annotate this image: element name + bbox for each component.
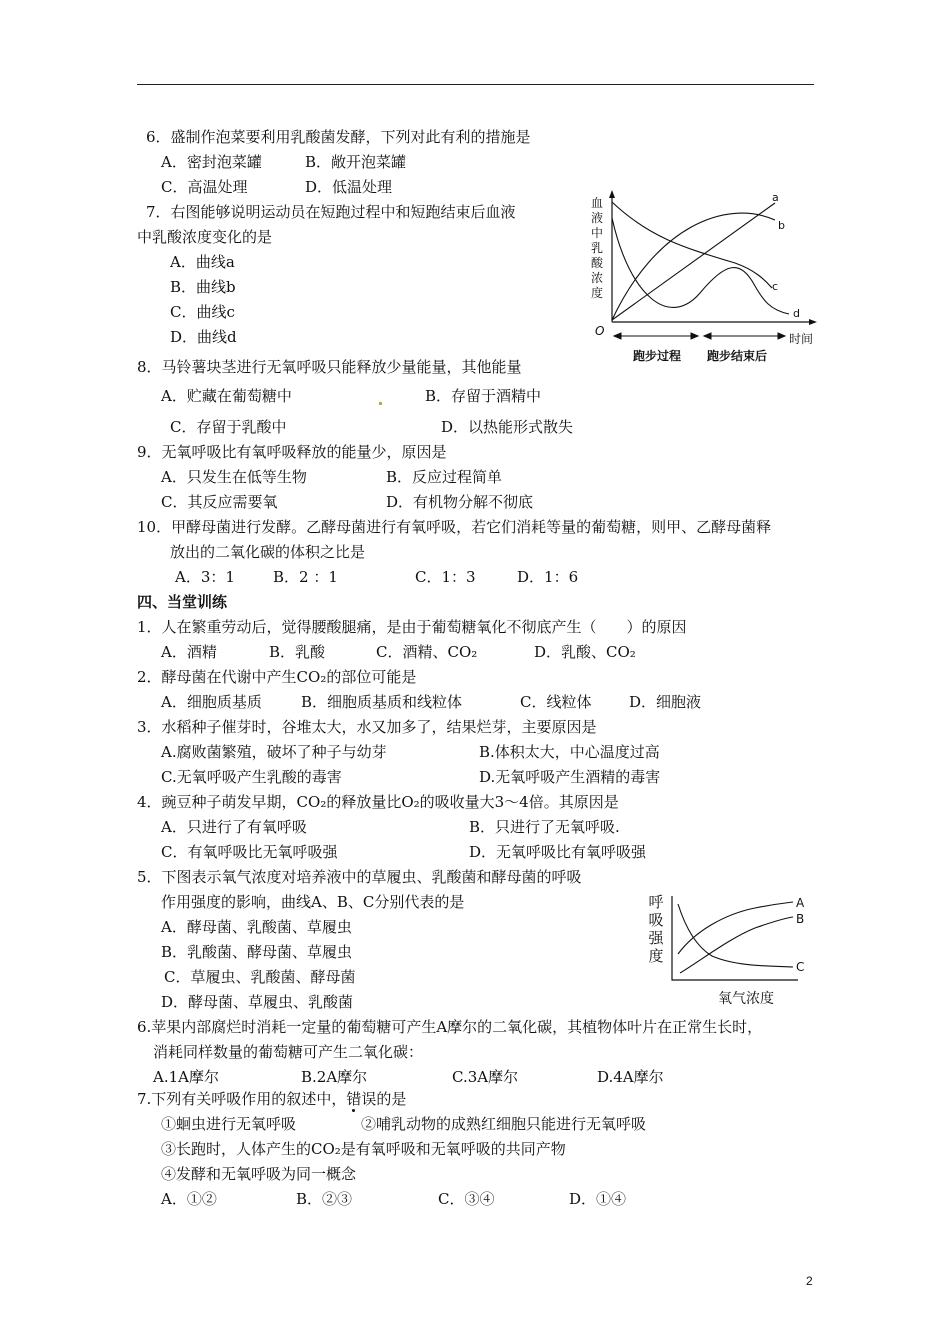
- y-label-char: 呼: [648, 893, 664, 911]
- training-5-stem-line1: 5．下图表示氧气浓度对培养液中的草履虫、乳酸菌和酵母菌的呼吸: [137, 868, 582, 886]
- section-heading: 四、当堂训练: [137, 593, 228, 611]
- training-6-options: [153, 1068, 713, 1086]
- training-3-stem: 3．水稻种子催芽时，谷堆太大，水又加多了，结果烂芽，主要原因是: [137, 718, 597, 736]
- question-9-options-row1: [161, 468, 611, 486]
- question-10-stem-line1: 10．甲酵母菌进行发酵。乙酵母菌进行有氧呼吸，若它们消耗等量的葡萄糖，则甲、乙酵母菌释: [137, 518, 772, 536]
- lactic-acid-figure: [585, 188, 825, 368]
- question-6-options-row1: [161, 153, 561, 171]
- option-c: C．线粒体: [520, 693, 592, 711]
- training-3-options-row1: [161, 743, 721, 761]
- option-a: A．细胞质基质: [161, 693, 262, 711]
- question-9-stem: 9．无氧呼吸比有氧呼吸释放的能量少，原因是: [137, 443, 447, 461]
- statement-4: ④发酵和无氧呼吸为同一概念: [161, 1165, 357, 1183]
- emphasis-char: 错: [346, 1090, 362, 1108]
- statement-2: ②哺乳动物的成熟红细胞只能进行无氧呼吸: [361, 1115, 647, 1133]
- curve-d: [612, 218, 789, 314]
- question-9-options-row2: [161, 493, 611, 511]
- training-7-statements-row1: [161, 1115, 721, 1133]
- figure-2-y-label: [648, 893, 664, 965]
- option-a: A．酒精: [161, 643, 217, 661]
- option-a: A.1A摩尔: [153, 1068, 219, 1086]
- question-7-option-a: A．曲线a: [170, 253, 235, 271]
- curve-b: [612, 213, 775, 320]
- option-d: D．低温处理: [305, 178, 393, 196]
- training-1-stem: 1．人在繁重劳动后，觉得腰酸腿痛，是由于葡萄糖氧化不彻底产生（ ）的原因: [137, 618, 687, 636]
- header-rule: [137, 84, 814, 85]
- y-label-char: 吸: [648, 911, 664, 929]
- x-axis-arrow: [809, 319, 817, 325]
- curve-label-d: d: [793, 307, 800, 320]
- statement-1: ①蛔虫进行无氧呼吸: [161, 1115, 297, 1133]
- option-d: D．细胞液: [629, 693, 702, 711]
- option-b: B．②③: [296, 1190, 353, 1208]
- training-1-options: [161, 643, 661, 661]
- curve-label-B: B: [796, 912, 805, 926]
- option-b: B.2A摩尔: [301, 1068, 368, 1086]
- question-7-stem-line1: 7．右图能够说明运动员在短跑过程中和短跑结束后血液: [146, 203, 516, 221]
- option-d: D．①④: [569, 1190, 627, 1208]
- y-label-char: 乳: [590, 241, 604, 255]
- training-6-stem-line2: 消耗同样数量的葡萄糖可产生二氧化碳：: [153, 1043, 424, 1061]
- training-7-stem: [137, 1090, 406, 1108]
- phase-1-arrow-right: [691, 333, 698, 339]
- option-a: A．3：1: [175, 568, 235, 586]
- question-8-options-row2: [170, 418, 620, 436]
- option-c: C．有氧呼吸比无氧呼吸强: [161, 843, 338, 861]
- curve-label-C: C: [796, 960, 805, 974]
- phase-2-label: 跑步结束后: [707, 349, 768, 363]
- option-a: A．只发生在低等生物: [161, 468, 307, 486]
- y-label-char: 酸: [590, 256, 604, 270]
- option-c: C．其反应需要氧: [161, 493, 278, 511]
- option-c: C．高温处理: [161, 178, 248, 196]
- phase-2-arrow-left: [704, 333, 711, 339]
- option-d: D.无氧呼吸产生酒精的毒害: [479, 768, 661, 786]
- curve-label-c: c: [772, 280, 779, 293]
- training-2-options: [161, 693, 721, 711]
- question-6-options-row2: [161, 178, 561, 196]
- option-c: C.无氧呼吸产生乳酸的毒害: [161, 768, 342, 786]
- option-b: B．乳酸: [269, 643, 326, 661]
- training-2-stem: 2．酵母菌在代谢中产生CO₂的部位可能是: [137, 668, 417, 686]
- training-5-option-b: B．乳酸菌、酵母菌、草履虫: [161, 943, 353, 961]
- statement-3: ③长跑时，人体产生的CO₂是有氧呼吸和无氧呼吸的共同产物: [161, 1140, 566, 1158]
- option-a: A.腐败菌繁殖，破坏了种子与幼芽: [161, 743, 387, 761]
- page-number: 2: [806, 1274, 813, 1288]
- option-b: B．反应过程简单: [386, 468, 503, 486]
- question-7-option-b: B．曲线b: [170, 278, 236, 296]
- question-6-stem: 6．盛制作泡菜要利用乳酸菌发酵，下列对此有利的措施是: [146, 128, 531, 146]
- stem-text: 误: [361, 1090, 377, 1108]
- option-d: D．以热能形式散失: [441, 418, 574, 436]
- question-8-options-row1: [161, 387, 611, 405]
- training-5-option-a: A．酵母菌、乳酸菌、草履虫: [161, 918, 352, 936]
- option-a: A．①②: [161, 1190, 217, 1208]
- question-8-stem: 8．马铃薯块茎进行无氧呼吸只能释放少量能量，其他能量: [137, 358, 522, 376]
- question-7-option-d: D．曲线d: [170, 328, 237, 346]
- option-d: D.4A摩尔: [597, 1068, 664, 1086]
- option-a: A．只进行了有氧呼吸: [161, 818, 307, 836]
- curve-B: [680, 917, 793, 973]
- option-b: B．2 ：1: [273, 568, 338, 586]
- training-5-option-c: C．草履虫、乳酸菌、酵母菌: [164, 968, 356, 986]
- question-7-stem-line2: 中乳酸浓度变化的是: [137, 228, 273, 246]
- option-c: C．③④: [438, 1190, 495, 1208]
- x-axis-label: 时间: [789, 332, 814, 346]
- option-d: D．无氧呼吸比有氧呼吸强: [469, 843, 647, 861]
- y-axis-arrow: [609, 190, 615, 198]
- question-10-stem-line2: 放出的二氧化碳的体积之比是: [170, 543, 366, 561]
- option-b: B．敞开泡菜罐: [305, 153, 407, 171]
- figure-1-y-label: [591, 196, 604, 300]
- option-d: D．乳酸、CO₂: [534, 643, 636, 661]
- phase-1-label: 跑步过程: [633, 349, 682, 363]
- training-3-options-row2: [161, 768, 721, 786]
- stem-text: 7.下列有关呼吸作用的叙述中，: [137, 1090, 347, 1108]
- respiration-figure: [640, 886, 815, 1010]
- option-d: D．1：6: [517, 568, 579, 586]
- training-7-options: [161, 1190, 721, 1208]
- y-label-char: 度: [590, 286, 604, 300]
- stem-text: 的是: [376, 1090, 407, 1108]
- training-6-stem-line1: 6.苹果内部腐烂时消耗一定量的葡萄糖可产生A摩尔的二氧化碳，其植物体叶片在正常生长时，: [137, 1018, 763, 1036]
- option-b: B．细胞质基质和线粒体: [301, 693, 463, 711]
- option-c: C．存留于乳酸中: [170, 418, 287, 436]
- y-label-char: 度: [648, 947, 664, 965]
- option-b: B．存留于酒精中: [425, 387, 542, 405]
- y-label-char: 浓: [590, 271, 604, 285]
- option-c: C．1：3: [415, 568, 476, 586]
- training-5-stem-line2: 作用强度的影响，曲线A、B、C分别代表的是: [161, 893, 465, 911]
- phase-2-arrow-right: [778, 333, 785, 339]
- curve-label-A: A: [796, 896, 805, 910]
- training-5-option-d: D．酵母菌、草履虫、乳酸菌: [161, 993, 354, 1011]
- curve-label-a: a: [772, 191, 779, 204]
- curve-label-b: b: [778, 219, 785, 232]
- y-label-char: 液: [590, 211, 604, 225]
- y-label-char: 中: [590, 226, 604, 240]
- curve-A: [678, 902, 793, 954]
- option-d: D．有机物分解不彻底: [386, 493, 534, 511]
- training-4-stem: 4．豌豆种子萌发早期，CO₂的释放量比O₂的吸收量大3～4倍。其原因是: [137, 793, 619, 811]
- question-7-option-c: C．曲线c: [170, 303, 235, 321]
- question-10-options: [175, 568, 625, 586]
- training-4-options-row2: [161, 843, 721, 861]
- x-axis-label: 氧气浓度: [718, 991, 774, 1007]
- training-4-options-row1: [161, 818, 721, 836]
- phase-1-arrow-left: [614, 333, 621, 339]
- option-b: B．只进行了无氧呼吸.: [469, 818, 620, 836]
- origin-label: O: [595, 324, 605, 338]
- option-b: B.体积太大，中心温度过高: [479, 743, 660, 761]
- option-a: A．贮藏在葡萄糖中: [161, 387, 292, 405]
- y-label-char: 血: [590, 196, 604, 210]
- option-c: C.3A摩尔: [452, 1068, 519, 1086]
- option-a: A．密封泡菜罐: [161, 153, 262, 171]
- stray-dot: [379, 402, 382, 405]
- curve-a: [612, 203, 775, 320]
- option-c: C．酒精、CO₂: [376, 643, 478, 661]
- y-label-char: 强: [648, 929, 664, 947]
